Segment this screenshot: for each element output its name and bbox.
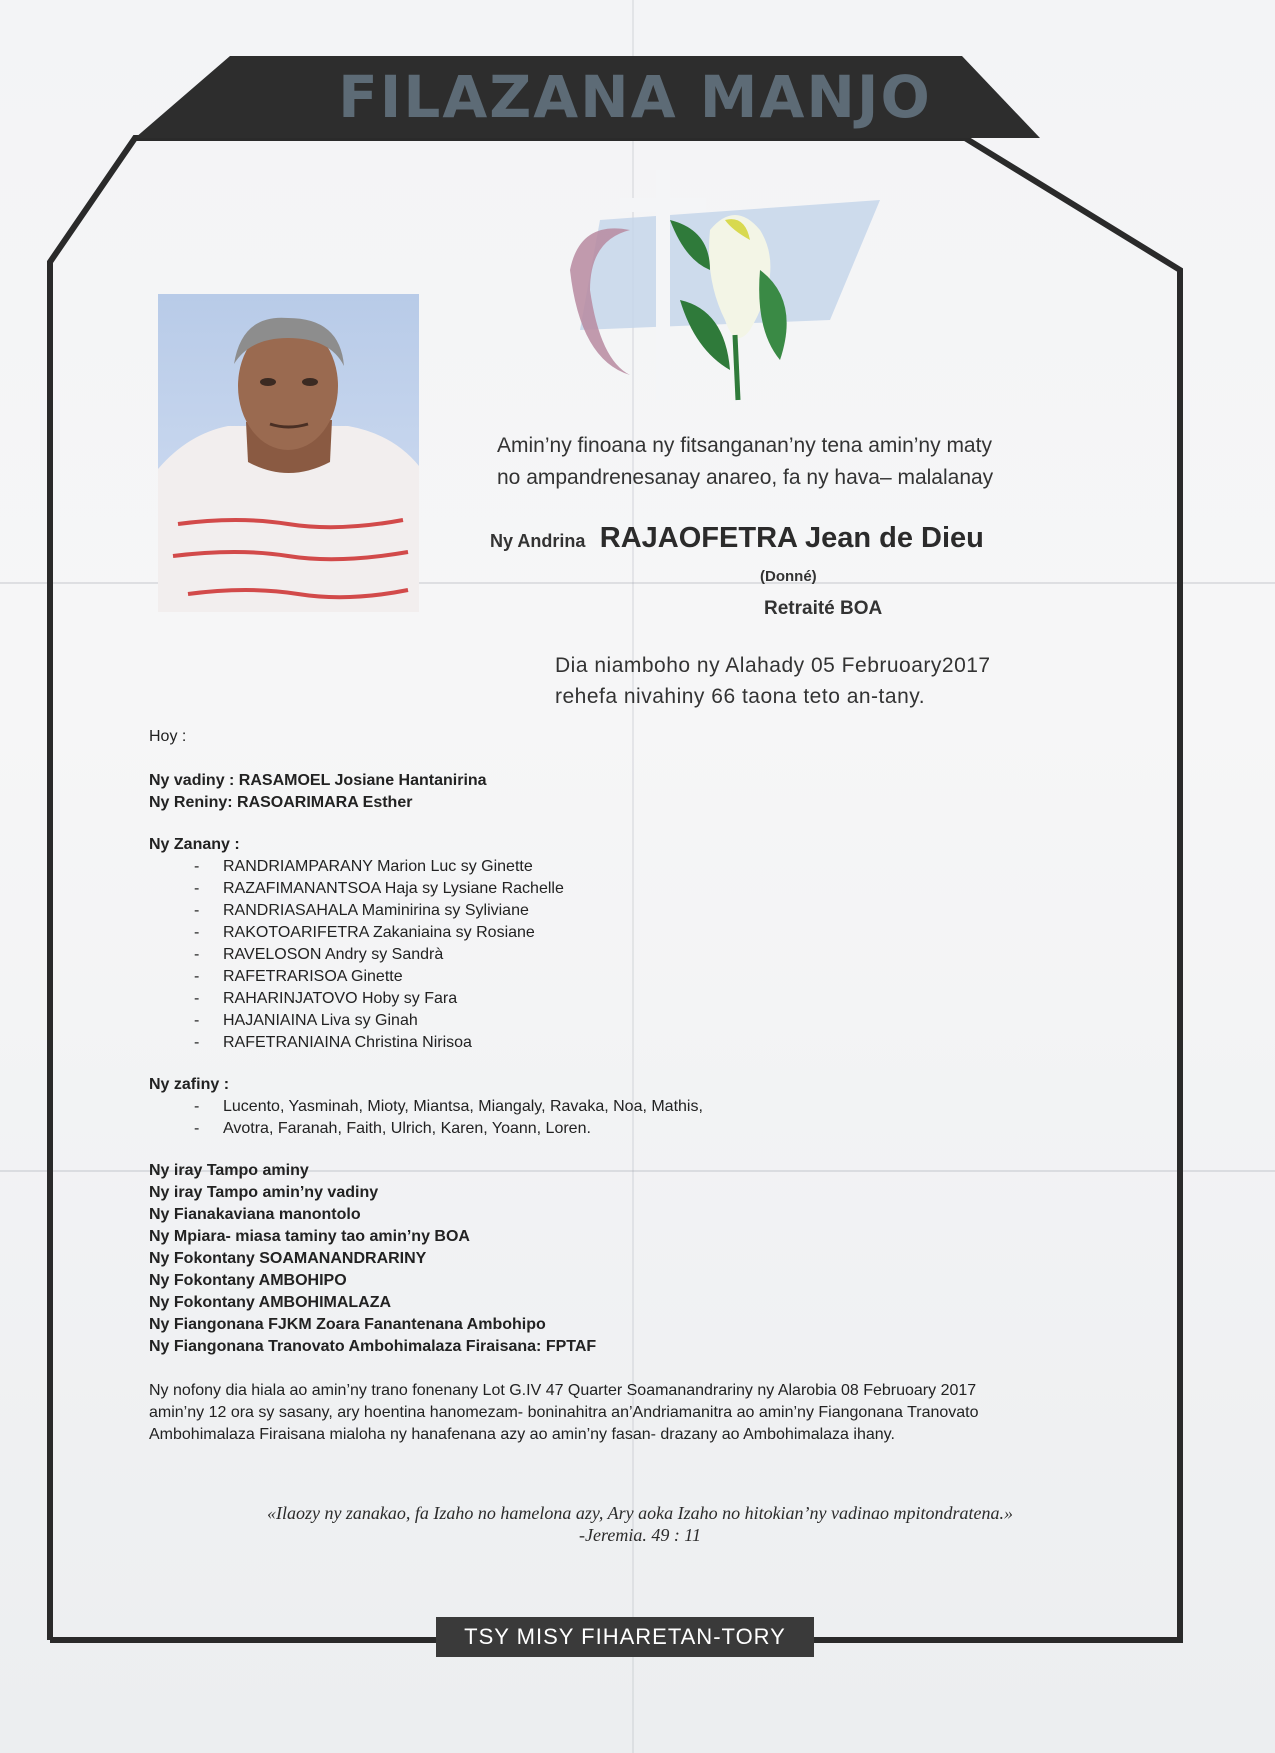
scripture-quote: [140, 1502, 1140, 1546]
relation-line: Ny Fokontany AMBOHIMALAZA: [149, 1294, 392, 1311]
funeral-line: Ny nofony dia hiala ao amin’ny trano fonenany Lot G.IV 47 Quarter Soamanandrariny ny Alarobia 08 Februoary 2017: [149, 1382, 977, 1399]
intro-text: [497, 430, 1117, 494]
quote-reference: -Jeremia. 49 : 11: [579, 1525, 701, 1545]
list-item: - RAFETRARISOA Ginette: [149, 966, 1099, 988]
list-item: - RAVELOSON Andry sy Sandrà: [149, 944, 1099, 966]
intro-line: no ampandrenesanay anareo, fa ny hava– malalanay: [497, 466, 994, 489]
deceased-role: Retraité BOA: [764, 598, 883, 619]
grandchildren-label: Ny zafiny :: [149, 1076, 230, 1093]
deceased-nickname: (Donné): [760, 568, 817, 585]
children-label: Ny Zanany :: [149, 836, 240, 853]
list-item: - RAFETRANIAINA Christina Nirisoa: [149, 1032, 1099, 1054]
relation-line: Ny iray Tampo aminy: [149, 1162, 309, 1179]
death-line: rehefa nivahiny 66 taona teto an-tany.: [555, 685, 926, 708]
portrait-photo: [158, 294, 419, 612]
list-item: - Lucento, Yasminah, Mioty, Miantsa, Miangaly, Ravaka, Noa, Mathis,: [149, 1096, 1099, 1118]
list-item: - RAZAFIMANANTSOA Haja sy Lysiane Rachelle: [149, 878, 1099, 900]
relations-list: [149, 1160, 1099, 1358]
list-item: - RANDRIAMPARANY Marion Luc sy Ginette: [149, 856, 1099, 878]
relation-line: Ny Fianakaviana manontolo: [149, 1206, 361, 1223]
list-item: - RAHARINJATOVO Hoby sy Fara: [149, 988, 1099, 1010]
funeral-details: [149, 1380, 1099, 1446]
hoy-label: Hoy :: [149, 728, 187, 745]
death-notice: [555, 650, 991, 712]
family-announcement: [149, 726, 1099, 1446]
relation-line: Ny Fokontany SOAMANANDRARINY: [149, 1250, 427, 1267]
list-item: - RANDRIASAHALA Maminirina sy Syliviane: [149, 900, 1099, 922]
relation-line: Ny iray Tampo amin’ny vadiny: [149, 1184, 379, 1201]
relation-line: Ny Fiangonana FJKM Zoara Fanantenana Ambohipo: [149, 1316, 546, 1333]
list-item-text: Avotra, Faranah, Faith, Ulrich, Karen, Yoann, Loren.: [223, 1120, 591, 1137]
spouse-line: Ny vadiny : RASAMOEL Josiane Hantanirina: [149, 772, 487, 789]
intro-line: Amin’ny finoana ny fitsanganan’ny tena amin’ny maty: [497, 434, 992, 457]
list-item: - RAKOTOARIFETRA Zakaniaina sy Rosiane: [149, 922, 1099, 944]
mother-line: Ny Reniny: RASOARIMARA Esther: [149, 794, 413, 811]
quote-text: «Ilaozy ny zanakao, fa Izaho no hamelona azy, Ary aoka Izaho no hitokian’ny vadinao mpitondratena.»: [266, 1503, 1014, 1523]
relation-line: Ny Fiangonana Tranovato Ambohimalaza Firaisana: FPTAF: [149, 1338, 597, 1355]
children-list: [149, 856, 1099, 1054]
footer-banner: TSY MISY FIHARETAN-TORY: [436, 1617, 814, 1657]
name-prefix: Ny Andrina: [490, 531, 586, 551]
list-item: - HAJANIAINA Liva sy Ginah: [149, 1010, 1099, 1032]
death-line: Dia niamboho ny Alahady 05 Februoary2017: [555, 654, 991, 677]
relation-line: Ny Mpiara- miasa taminy tao amin’ny BOA: [149, 1228, 470, 1245]
grandchildren-list: [149, 1096, 1099, 1140]
funeral-line: Ambohimalaza Firaisana mialoha ny hanafenana azy ao amin’ny fasan- drazany ao Ambohimalaza ihany.: [149, 1426, 895, 1443]
funeral-line: amin’ny 12 ora sy sasany, ary hoentina hanomezam- boninahitra an’Andriamanitra ao amin’ny Fiangonana Tranovato: [149, 1404, 979, 1421]
page-title: FILAZANA MANJO: [338, 63, 932, 131]
list-item-continuation: [149, 1118, 1099, 1140]
deceased-name-line: [490, 522, 1130, 555]
relation-line: Ny Fokontany AMBOHIPO: [149, 1272, 347, 1289]
cross-and-lily-emblem: [560, 160, 900, 410]
deceased-name: RAJAOFETRA Jean de Dieu: [599, 522, 984, 554]
